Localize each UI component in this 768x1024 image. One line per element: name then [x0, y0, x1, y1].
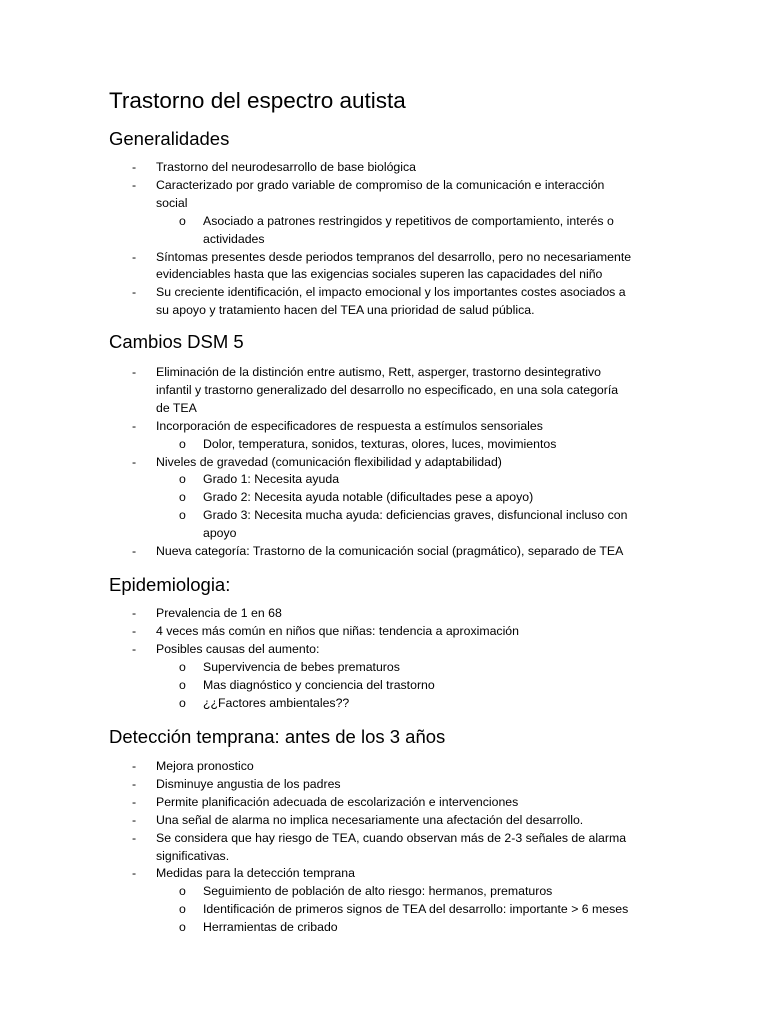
- dash-bullet-icon: -: [132, 866, 137, 881]
- dash-bullet-icon: -: [132, 759, 137, 773]
- circle-bullet-icon: o: [179, 436, 186, 451]
- sub-list-item: apoyo: [203, 526, 237, 541]
- circle-bullet-icon: o: [179, 213, 186, 228]
- dash-bullet-icon: -: [132, 794, 137, 809]
- circle-bullet-icon: o: [179, 920, 186, 935]
- section-heading: Cambios DSM 5: [109, 331, 244, 352]
- circle-bullet-icon: o: [179, 659, 186, 674]
- sub-list-item: Grado 3: Necesita mucha ayuda: deficiencias graves, disfuncional incluso con: [203, 508, 628, 523]
- dash-bullet-icon: -: [132, 177, 137, 192]
- section-heading: Epidemiologia:: [109, 574, 231, 595]
- sub-list-item: Grado 2: Necesita ayuda notable (dificultades pese a apoyo): [203, 490, 534, 505]
- list-item: significativas.: [156, 848, 230, 863]
- list-item: social: [156, 195, 188, 210]
- dash-bullet-icon: -: [132, 249, 137, 264]
- list-item: Eliminación de la distinción entre autismo, Rett, asperger, trastorno desintegrativo: [156, 365, 601, 379]
- dash-bullet-icon: -: [132, 454, 137, 469]
- section-heading: Detección temprana: antes de los 3 años: [109, 726, 446, 747]
- sub-list-item: Identificación de primeros signos de TEA del desarrollo: importante > 6 meses: [203, 902, 629, 917]
- list-item: Caracterizado por grado variable de compromiso de la comunicación e interacción: [156, 177, 605, 192]
- list-item: Medidas para la detección temprana: [156, 866, 355, 881]
- dash-bullet-icon: -: [132, 641, 137, 656]
- list-item: Prevalencia de 1 en 68: [156, 606, 282, 620]
- section-heading: Generalidades: [109, 128, 230, 149]
- dash-bullet-icon: -: [132, 623, 137, 638]
- sub-list-item: ¿¿Factores ambientales??: [203, 695, 350, 710]
- sub-list-item: Mas diagnóstico y conciencia del trastorno: [203, 677, 435, 692]
- circle-bullet-icon: o: [179, 677, 186, 692]
- sub-list-item: Grado 1: Necesita ayuda: [203, 472, 340, 487]
- list-item: Mejora pronostico: [156, 759, 254, 773]
- list-item: de TEA: [156, 400, 197, 415]
- sub-list-item: Herramientas de cribado: [203, 920, 338, 935]
- circle-bullet-icon: o: [179, 472, 186, 487]
- dash-bullet-icon: -: [132, 776, 137, 791]
- circle-bullet-icon: o: [179, 508, 186, 523]
- dash-bullet-icon: -: [132, 812, 137, 827]
- list-item: Permite planificación adecuada de escolarización e intervenciones: [156, 794, 519, 809]
- sub-list-item: Dolor, temperatura, sonidos, texturas, olores, luces, movimientos: [203, 436, 557, 451]
- list-item: Síntomas presentes desde periodos tempranos del desarrollo, pero no necesariamente: [156, 249, 632, 264]
- sub-list-item: Seguimiento de población de alto riesgo: hermanos, prematuros: [203, 884, 553, 899]
- list-item: su apoyo y tratamiento hacen del TEA una prioridad de salud pública.: [156, 303, 535, 318]
- list-item: Nueva categoría: Trastorno de la comunicación social (pragmático), separado de TEA: [156, 544, 624, 558]
- list-item: 4 veces más común en niños que niñas: tendencia a aproximación: [156, 623, 519, 638]
- circle-bullet-icon: o: [179, 902, 186, 917]
- circle-bullet-icon: o: [179, 490, 186, 505]
- dash-bullet-icon: -: [132, 285, 137, 300]
- dash-bullet-icon: -: [132, 160, 137, 174]
- list-item: Disminuye angustia de los padres: [156, 776, 341, 791]
- list-item: Niveles de gravedad (comunicación flexibilidad y adaptabilidad): [156, 454, 502, 469]
- list-item: Una señal de alarma no implica necesariamente una afectación del desarrollo.: [156, 812, 584, 827]
- dash-bullet-icon: -: [132, 606, 137, 620]
- list-item: Trastorno del neurodesarrollo de base biológica: [156, 160, 416, 174]
- list-item: evidenciables hasta que las exigencias sociales superen las capacidades del niño: [156, 267, 603, 282]
- dash-bullet-icon: -: [132, 365, 137, 379]
- circle-bullet-icon: o: [179, 695, 186, 710]
- page-title: Trastorno del espectro autista: [109, 88, 406, 113]
- list-item: Posibles causas del aumento:: [156, 641, 320, 656]
- sub-list-item: Asociado a patrones restringidos y repetitivos de comportamiento, interés o: [203, 213, 614, 228]
- sub-list-item: Supervivencia de bebes prematuros: [203, 659, 400, 674]
- dash-bullet-icon: -: [132, 544, 137, 558]
- list-item: infantil y trastorno generalizado del desarrollo no especificado, en una sola categoría: [156, 382, 619, 397]
- circle-bullet-icon: o: [179, 884, 186, 899]
- list-item: Su creciente identificación, el impacto emocional y los importantes costes asociados a: [156, 285, 626, 300]
- dash-bullet-icon: -: [132, 830, 137, 845]
- list-item: Incorporación de especificadores de respuesta a estímulos sensoriales: [156, 418, 543, 433]
- list-item: Se considera que hay riesgo de TEA, cuando observan más de 2-3 señales de alarma: [156, 830, 627, 845]
- sub-list-item: actividades: [203, 231, 265, 246]
- dash-bullet-icon: -: [132, 418, 137, 433]
